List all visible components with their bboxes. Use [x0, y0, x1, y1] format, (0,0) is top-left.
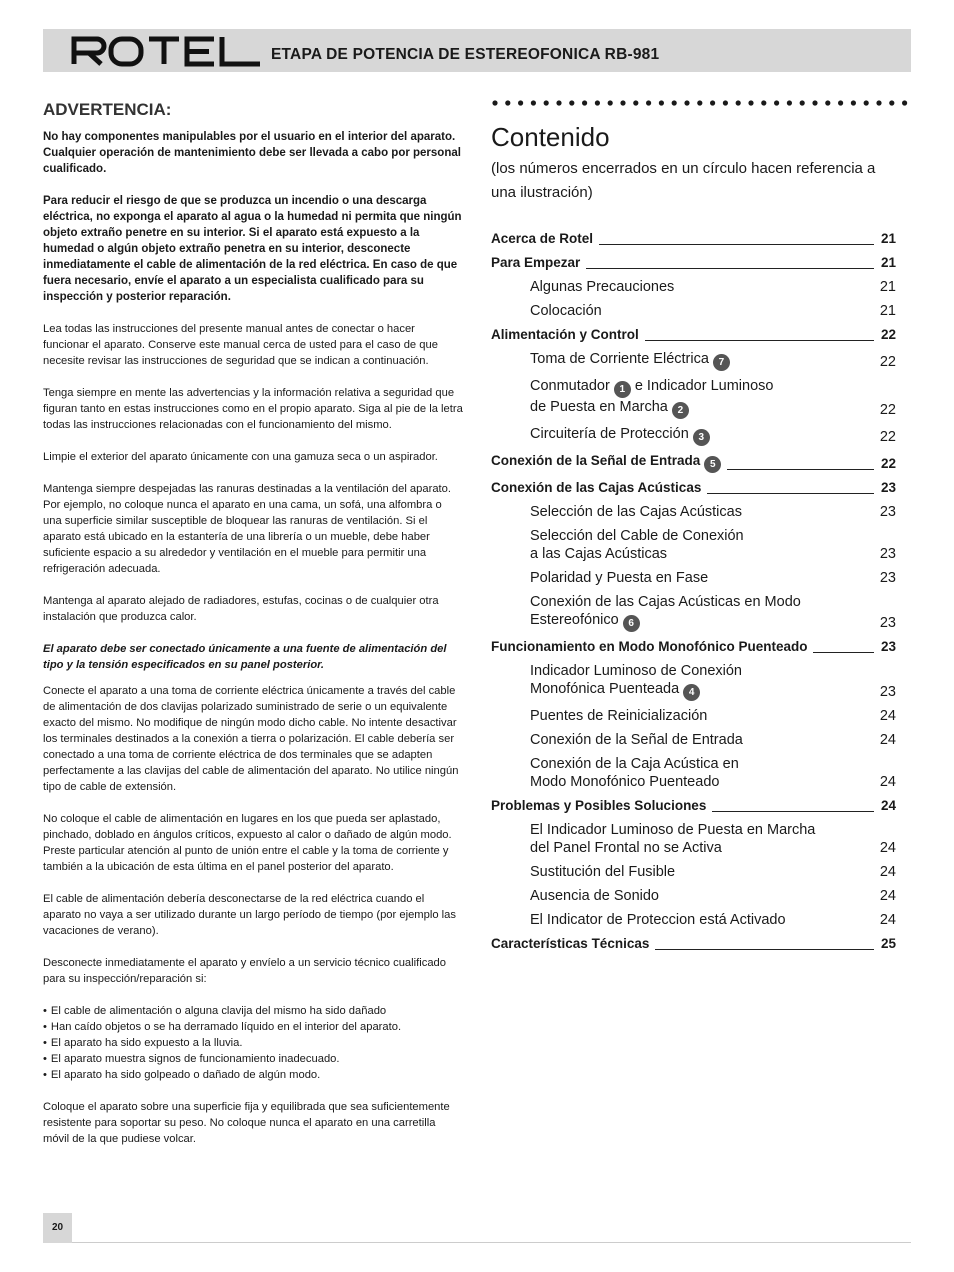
toc-page-number: 22: [879, 354, 896, 370]
toc-leader-line: [707, 493, 874, 494]
toc-subsection-entry: [491, 377, 896, 419]
toc-section-entry: [491, 326, 896, 344]
toc-subsection-entry: [491, 569, 896, 587]
list-item: • El aparato ha sido golpeado o dañado de algún modo.: [43, 1067, 463, 1083]
safety-paragraph: Mantenga siempre despejadas las ranuras destinadas a la ventilación del aparato. Por ejemplo, no coloque nunca el aparato en una cama, un sofá, una alfombra o una superficie similar susceptible de bloquear las ranuras de ventilación. Si el aparato está ubicado en la estantería de una librería o un mueble, debe haber suficiente espacio a su alrededor y ventilación en el mueble para permitir una refrigeración adecuada.: [43, 483, 451, 575]
toc-entry-label: [491, 452, 721, 473]
toc-section-entry: [491, 797, 896, 815]
toc-entry-text: Sustitución del Fusible: [530, 864, 676, 880]
figure-reference-badge: 7: [713, 354, 730, 371]
toc-page-number: 24: [879, 888, 896, 904]
toc-entry-text: Acerca de Rotel: [491, 231, 594, 246]
toc-page-number: 22: [880, 327, 896, 342]
toc-page-number: 21: [879, 279, 896, 295]
divider-dot: [582, 100, 587, 105]
toc-page-number: 21: [879, 303, 896, 319]
table-of-contents: [491, 230, 896, 959]
toc-entry-text: de Puesta en Marcha: [530, 399, 668, 415]
toc-leader-line: [599, 244, 874, 245]
footer-rule: [72, 1242, 911, 1243]
toc-entry-label: [491, 935, 649, 953]
toc-subsection-entry: [491, 503, 896, 521]
toc-page-number: 21: [880, 231, 896, 246]
toc-page-number: 24: [879, 708, 896, 724]
toc-entry-label: [491, 638, 807, 656]
safety-paragraph: Desconecte inmediatamente el aparato y envíelo a un servicio técnico cualificado para su inspección/reparación si:: [43, 957, 446, 985]
divider-dot: [889, 100, 894, 105]
toc-entry-text: El Indicator de Proteccion está Activado: [530, 912, 786, 928]
toc-entry-label: [530, 503, 880, 521]
divider-dot: [684, 100, 689, 105]
divider-dot: [761, 100, 766, 105]
toc-entry-text: Conexión de la Caja Acústica en: [530, 756, 739, 772]
toc-page-number: 24: [880, 798, 896, 813]
toc-page-number: 23: [879, 615, 896, 631]
toc-subsection-entry: [491, 527, 896, 563]
toc-leader-line: [727, 469, 874, 470]
toc-entry-label: [530, 755, 880, 791]
warning-paragraph: Para reducir el riesgo de que se produzca un incendio o una descarga eléctrica, no exponga el aparato al agua o la humedad ni permita que ningún objeto extraño penetre en su interior. Si el aparato está expuesto a la humedad o algún objeto extraño penetra en su interior, desconecte inmediatamente el cable de alimentación de la red eléctrica. En caso de que fuera necesario, envíe el aparato a un especialista cualificado para su inspección y posterior reparación.: [43, 195, 462, 303]
toc-entry-label: [491, 797, 706, 815]
toc-entry-text: Algunas Precauciones: [530, 279, 675, 295]
toc-entry-label: [530, 863, 880, 881]
toc-subsection-entry: [491, 887, 896, 905]
toc-entry-text: del Panel Frontal no se Activa: [530, 840, 722, 856]
figure-reference-badge: 6: [623, 615, 640, 632]
figure-reference-badge: 5: [704, 456, 721, 473]
divider-dot: [787, 100, 792, 105]
toc-page-number: 23: [879, 546, 896, 562]
toc-page-number: 25: [880, 936, 896, 951]
toc-entry-text: a las Cajas Acústicas: [530, 546, 668, 562]
divider-dot: [800, 100, 805, 105]
toc-subtitle: (los números encerrados en un círculo hacen referencia a una ilustración): [491, 160, 876, 201]
toc-page-number: 24: [879, 912, 896, 928]
divider-dot: [748, 100, 753, 105]
list-item: • Han caído objetos o se ha derramado líquido en el interior del aparato.: [43, 1019, 463, 1035]
divider-dot: [710, 100, 715, 105]
toc-page-number: 23: [880, 639, 896, 654]
page-number: 20: [43, 1213, 72, 1243]
toc-page-number: 24: [879, 864, 896, 880]
toc-entry-label: [530, 662, 880, 701]
divider-dot: [608, 100, 613, 105]
figure-reference-badge: 2: [672, 402, 689, 419]
toc-subsection-entry: [491, 863, 896, 881]
list-item: • El aparato muestra signos de funcionamiento inadecuado.: [43, 1051, 463, 1067]
warning-heading: ADVERTENCIA:: [43, 100, 172, 119]
toc-entry-label: [530, 302, 880, 320]
toc-leader-line: [586, 268, 874, 269]
toc-subsection-entry: [491, 350, 896, 371]
toc-entry-text: Problemas y Posibles Soluciones: [491, 798, 707, 813]
toc-page-number: 22: [879, 402, 896, 418]
toc-entry-text: Características Técnicas: [491, 936, 650, 951]
toc-page-number: 23: [879, 684, 896, 700]
toc-entry-text: Puentes de Reinicialización: [530, 708, 708, 724]
divider-dot: [505, 100, 510, 105]
toc-entry-label: [530, 569, 880, 587]
toc-section-entry: [491, 254, 896, 272]
toc-entry-text: Para Empezar: [491, 255, 581, 270]
toc-page-number: 24: [879, 732, 896, 748]
toc-entry-label: [491, 326, 639, 344]
toc-entry-text: Polaridad y Puesta en Fase: [530, 570, 709, 586]
toc-entry-text: Funcionamiento en Modo Monofónico Puenteado: [491, 639, 808, 654]
divider-dot: [556, 100, 561, 105]
toc-entry-text: Conmutador: [530, 378, 610, 394]
toc-entry-text: Estereofónico: [530, 612, 619, 628]
toc-leader-line: [712, 811, 874, 812]
safety-paragraph: El cable de alimentación debería desconectarse de la red eléctrica cuando el aparato no vaya a ser utilizado durante un largo período de tiempo (por ejemplo las vacaciones de verano).: [43, 893, 456, 937]
toc-entry-text: El Indicador Luminoso de Puesta en Marcha: [530, 822, 816, 838]
toc-entry-text: Toma de Corriente Eléctrica: [530, 351, 709, 367]
list-item: • El aparato ha sido expuesto a la lluvia.: [43, 1035, 463, 1051]
toc-entry-label: [530, 593, 880, 632]
toc-section-entry: [491, 935, 896, 953]
toc-page-number: 23: [880, 480, 896, 495]
safety-paragraph: Lea todas las instrucciones del presente manual antes de conectar o hacer funcionar el aparato. Conserve este manual cerca de usted para el caso de que necesite revisar las instrucciones de seguridad que se indican a continuación.: [43, 323, 438, 367]
toc-entry-label: [491, 254, 580, 272]
toc-entry-text: Colocación: [530, 303, 602, 319]
toc-entry-label: [530, 887, 880, 905]
toc-title: Contenido: [491, 122, 610, 152]
toc-entry-text: e Indicador Luminoso: [634, 378, 774, 394]
toc-leader-line: [813, 652, 874, 653]
toc-subsection-entry: [491, 278, 896, 296]
toc-entry-label: [530, 278, 880, 296]
divider-dot: [569, 100, 574, 105]
safety-paragraph: Conecte el aparato a una toma de corriente eléctrica únicamente a través del cable de alimentación de dos clavijas polarizado suministrado de serie o un equivalente exacto del mismo. No modifique de ningún modo dicho cable. No intente desactivar los terminales destinados a la conexión a tierra o polarización. El cable debería ser conectado a una toma de corriente eléctrica de dos terminales que se adapten perfectamente a las clavijas del cable de alimentación del aparato. No utilice ningún tipo de cable de extensión.: [43, 685, 459, 793]
toc-page-number: 22: [879, 429, 896, 445]
divider-dot: [825, 100, 830, 105]
divider-dot: [595, 100, 600, 105]
toc-subsection-entry: [491, 662, 896, 701]
divider-dot: [659, 100, 664, 105]
toc-page-number: 21: [880, 255, 896, 270]
divider-dot: [812, 100, 817, 105]
safety-paragraph: Tenga siempre en mente las advertencias y la información relativa a seguridad que figuran tanto en estas instrucciones como en el propio aparato. Siga al pie de la letra todas las instrucciones relacionadas con el funcionamiento del mismo.: [43, 387, 463, 431]
toc-section-entry: [491, 638, 896, 656]
toc-entry-label: [530, 425, 880, 446]
list-item: • El cable de alimentación o alguna clavija del mismo ha sido dañado: [43, 1003, 463, 1019]
toc-entry-text: Circuitería de Protección: [530, 426, 689, 442]
divider-dot: [736, 100, 741, 105]
toc-page-number: 24: [879, 840, 896, 856]
toc-entry-text: Conexión de las Cajas Acústicas en Modo: [530, 594, 801, 610]
toc-entry-text: Alimentación y Control: [491, 327, 639, 342]
service-conditions-list: [43, 1003, 463, 1083]
page-header: [43, 29, 911, 72]
toc-entry-label: [530, 707, 880, 725]
figure-reference-badge: 1: [614, 381, 631, 398]
toc-section-entry: [491, 230, 896, 248]
safety-paragraph: Coloque el aparato sobre una superficie fija y equilibrada que sea suficientemente resistente para soportar su peso. No coloque nunca el aparato en una carretilla móvil de la que pudiese volcar.: [43, 1101, 450, 1145]
toc-subsection-entry: [491, 707, 896, 725]
divider-dot: [697, 100, 702, 105]
divider-dot: [620, 100, 625, 105]
toc-entry-text: Selección del Cable de Conexión: [530, 528, 744, 544]
toc-subsection-entry: [491, 425, 896, 446]
divider-dot: [902, 100, 907, 105]
toc-entry-label: [530, 350, 880, 371]
figure-reference-badge: 3: [693, 429, 710, 446]
divider-dot: [492, 100, 497, 105]
divider-dot: [838, 100, 843, 105]
divider-dot: [544, 100, 549, 105]
toc-entry-text: Ausencia de Sonido: [530, 888, 659, 904]
divider-dot: [876, 100, 881, 105]
toc-page-number: 23: [879, 504, 896, 520]
divider-dot: [774, 100, 779, 105]
toc-page-number: 22: [880, 456, 896, 471]
toc-entry-text: Indicador Luminoso de Conexión: [530, 663, 742, 679]
safety-paragraph: Limpie el exterior del aparato únicamente con una gamuza seca o un aspirador.: [43, 451, 438, 463]
toc-subsection-entry: [491, 911, 896, 929]
toc-entry-label: [530, 821, 880, 857]
figure-reference-badge: 4: [683, 684, 700, 701]
warning-section: [43, 100, 463, 1163]
toc-entry-text: Monofónica Puenteada: [530, 681, 680, 697]
dotted-divider: [491, 99, 913, 107]
toc-entry-label: [491, 230, 593, 248]
rotel-logo: [71, 35, 263, 67]
toc-entry-label: [530, 911, 880, 929]
toc-entry-label: [530, 527, 880, 563]
divider-dot: [723, 100, 728, 105]
toc-entry-label: [530, 377, 880, 419]
divider-dot: [518, 100, 523, 105]
toc-page-number: 24: [879, 774, 896, 790]
divider-dot: [672, 100, 677, 105]
toc-entry-text: Selección de las Cajas Acústicas: [530, 504, 742, 520]
toc-subsection-entry: [491, 593, 896, 632]
power-source-note: El aparato debe ser conectado únicamente a una fuente de alimentación del tipo y la tensión especificados en su panel posterior.: [43, 643, 447, 671]
divider-dot: [633, 100, 638, 105]
divider-dot: [531, 100, 536, 105]
toc-section-entry: [491, 479, 896, 497]
toc-subsection-entry: [491, 821, 896, 857]
toc-entry-text: Modo Monofónico Puenteado: [530, 774, 720, 790]
toc-entry-label: [491, 479, 701, 497]
toc-subsection-entry: [491, 731, 896, 749]
toc-subsection-entry: [491, 755, 896, 791]
toc-entry-label: [530, 731, 880, 749]
toc-subsection-entry: [491, 302, 896, 320]
divider-dot: [646, 100, 651, 105]
toc-section-entry: [491, 452, 896, 473]
document-title: ETAPA DE POTENCIA DE ESTEREOFONICA RB-981: [271, 46, 660, 63]
toc-page-number: 23: [879, 570, 896, 586]
safety-paragraph: No coloque el cable de alimentación en lugares en los que pueda ser aplastado, pinchado, doblado en ángulos críticos, expuesto al calor o dañado de algún modo. Preste particular atención al punto de unión entre el cable y la toma de corriente y también a la ubicación de esta última en el panel posterior del aparato.: [43, 813, 452, 873]
toc-entry-text: Conexión de la Señal de Entrada: [491, 453, 701, 468]
divider-dot: [864, 100, 869, 105]
toc-entry-text: Conexión de las Cajas Acústicas: [491, 480, 702, 495]
toc-leader-line: [645, 340, 874, 341]
toc-entry-text: Conexión de la Señal de Entrada: [530, 732, 743, 748]
warning-paragraph: No hay componentes manipulables por el usuario en el interior del aparato. Cualquier operación de mantenimiento debe ser llevada a cabo por personal cualificado.: [43, 131, 461, 175]
divider-dot: [851, 100, 856, 105]
safety-paragraph: Mantenga al aparato alejado de radiadores, estufas, cocinas o de cualquier otra instalación que produzca calor.: [43, 595, 439, 623]
toc-leader-line: [655, 949, 874, 950]
